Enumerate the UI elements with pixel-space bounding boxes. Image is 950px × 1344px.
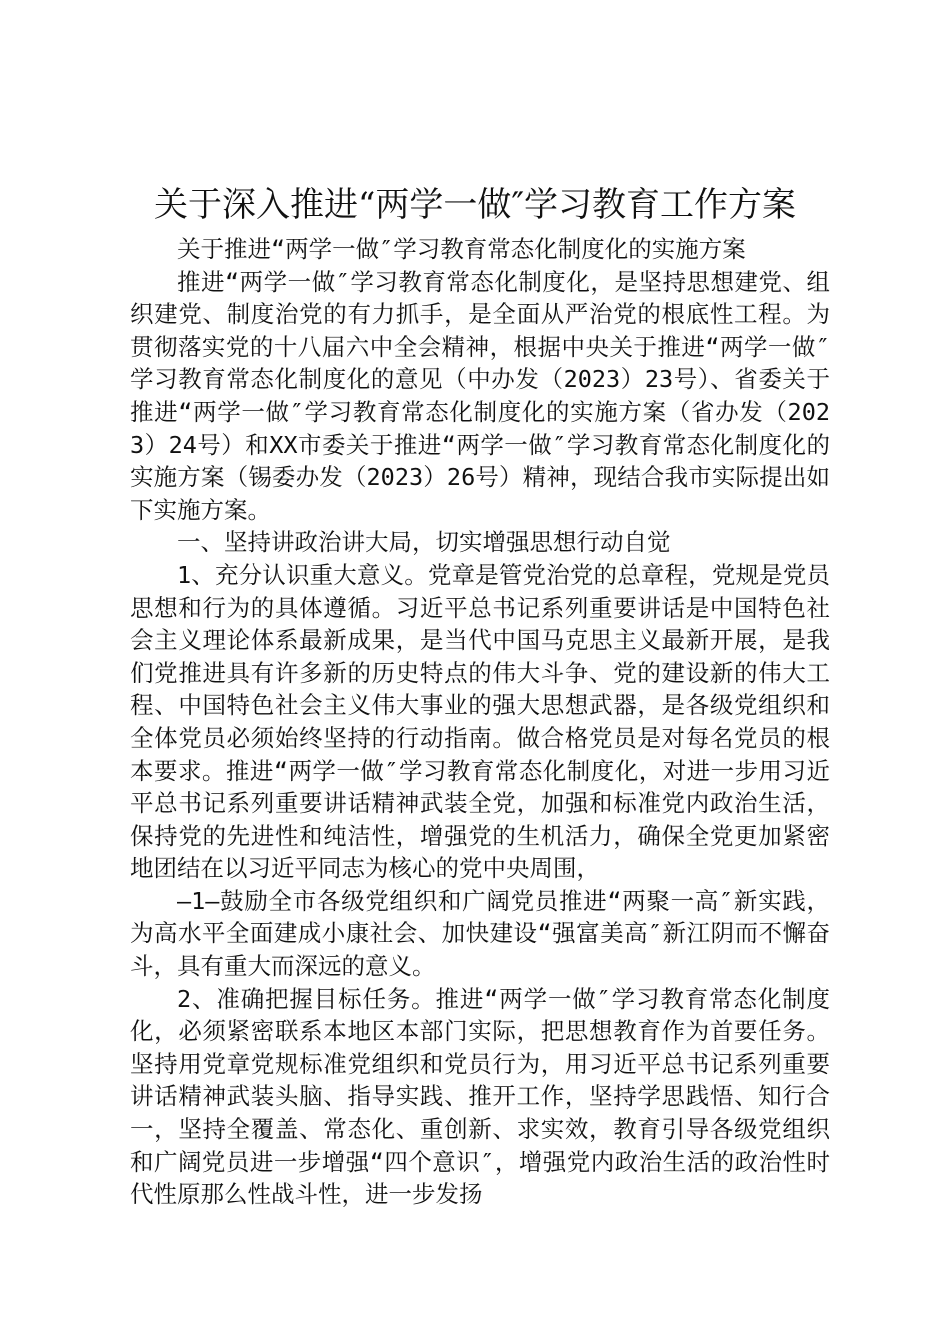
paragraph-item-1-cont: —1—鼓励全市各级党组织和广阔党员推进“两聚一高″新实践，为高水平全面建成小康社会、加快建设“强富美高″新江阴而不懈奋斗，具有重大而深远的意义。 xyxy=(130,886,830,981)
paragraph-intro: 推进“两学一做″学习教育常态化制度化，是坚持思想建党、组织建党、制度治党的有力抓手，是全面从严治党的根底性工程。为贯彻落实党的十八届六中全会精神，根据中央关于推进“两学一做″学习教育常态化制度化的意见（中办发（2023）23号）、省委关于推进“两学一做″学习教育常态化制度化的实施方案（省办发（2023）24号）和XX市委关于推进“两学一做″学习教育常态化制度化的实施方案（锡委办发（2023）26号）精神，现结合我市实际提出如下实施方案。 xyxy=(130,267,830,524)
document-body xyxy=(130,233,830,1211)
paragraph-subtitle: 关于推进“两学一做″学习教育常态化制度化的实施方案 xyxy=(177,235,746,263)
paragraph-item-1: 1、充分认识重大意义。党章是管党治党的总章程，党规是党员思想和行为的具体遵循。习近平总书记系列重要讲话是中国特色社会主义理论体系最新成果，是当代中国马克思主义最新开展，是我们党推进具有许多新的历史特点的伟大斗争、党的建设新的伟大工程、中国特色社会主义伟大事业的强大思想武器，是各级党组织和全体党员必须始终坚持的行动指南。做合格党员是对每名党员的根本要求。推进“两学一做″学习教育常态化制度化，对进一步用习近平总书记系列重要讲话精神武装全党，加强和标准党内政治生活，保持党的先进性和纯洁性，增强党的生机活力，确保全党更加紧密地团结在以习近平同志为核心的党中央周围， xyxy=(130,560,830,883)
section-heading-1: 一、坚持讲政治讲大局，切实增强思想行动自觉 xyxy=(177,528,671,557)
paragraph-item-2: 2、准确把握目标任务。推进“两学一做″学习教育常态化制度化，必须紧密联系本地区本部门实际，把思想教育作为首要任务。坚持用党章党规标准党组织和党员行为，用习近平总书记系列重要讲话精神武装头脑、指导实践、推开工作，坚持学思践悟、知行合一，坚持全覆盖、常态化、重创新、求实效，教育引导各级党组织和广阔党员进一步增强“四个意识″，增强党内政治生活的政治性时代性原那么性战斗性，进一步发扬 xyxy=(130,984,830,1209)
document-title: 关于深入推进“两学一做″学习教育工作方案 xyxy=(153,185,797,225)
